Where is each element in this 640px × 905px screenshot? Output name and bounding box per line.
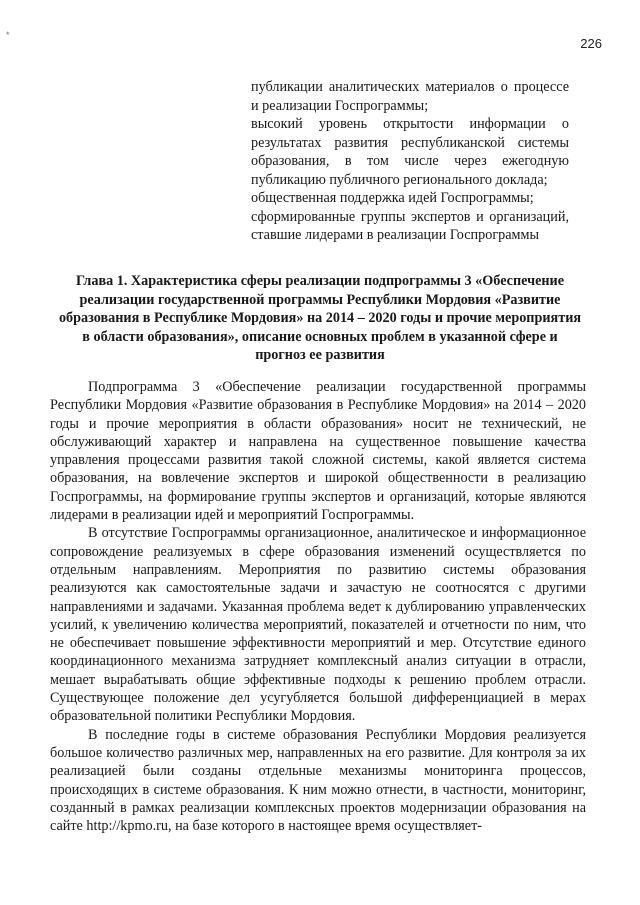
body-paragraph: Подпрограмма 3 «Обеспечение реализации государственной программы Республики Мордовия «Развитие образования в Республике Мордовия» на 2014 – 2020 годы и прочие мероприятия в области образования» носит не технический, не обслуживающий характер и направлена на существенное повышение качества управления процессами развития такой сложной системы, какой является система образования, на вовлечение экспертов и широкой общественности в реализацию Госпрограммы, на формирование группы экспертов и организаций, которые являются лидерами в реализации идей и мероприятий Госпрограммы. bbox=[50, 379, 586, 524]
continuation-list bbox=[251, 78, 569, 245]
scan-corner-mark: * bbox=[6, 30, 10, 40]
body-paragraph: В последние годы в системе образования Республики Мордовия реализуется большое количество различных мер, направленных на его развитие. Для контроля за их реализацией были созданы отдельные механизмы мониторинга процессов, происходящих в системе образования. К ним можно отнести, в частности, мониторинг, созданный в рамках реализации комплексных проектов модернизации образования на сайте http://kpmo.ru, на базе которого в настоящее время осуществляет- bbox=[50, 726, 586, 835]
body-paragraph: В отсутствие Госпрограммы организационное, аналитическое и информационное сопровождение реализуемых в сфере образования изменений осуществляется по отдельным направлениям. Мероприятия по развитию системы образования реализуются как самостоятельные задачи и зачастую не соотносятся с другими направлениями и задачами. Указанная проблема ведет к дублированию управленческих усилий, к увеличению количества мероприятий, показателей и отчетности по ним, что не обеспечивает повышение эффективности мероприятий и мер. Отсутствие единого координационного механизма затрудняет комплексный анализ ситуации в отрасли, мешает вырабатывать общие эффективные подходы к решению проблем отрасли. Существующее положение дел усугубляется большой дифференциацией в мерах образовательной политики Республики Мордовия. bbox=[50, 525, 586, 725]
continuation-item: сформированные группы экспертов и организаций, ставшие лидерами в реализации Госпрограммы bbox=[251, 208, 569, 243]
continuation-item: публикации аналитических материалов о процессе и реализации Госпрограммы; bbox=[251, 79, 569, 114]
body-text bbox=[50, 378, 586, 835]
chapter-heading: Глава 1. Характеристика сферы реализации подпрограммы 3 «Обеспечение реализации государственной программы Республики Мордовия «Развитие образования в Республике Мордовия» на 2014 – 2020 годы и прочие мероприятия в области образования», описание основных проблем в указанной сфере и прогноз ее развития bbox=[58, 273, 582, 363]
continuation-item: общественная поддержка идей Госпрограммы; bbox=[251, 190, 534, 206]
continuation-item: высокий уровень открытости информации о результатах развития республиканской системы образования, в том числе через ежегодную публикацию публичного регионального доклада; bbox=[251, 116, 569, 188]
page-number: 226 bbox=[580, 36, 602, 51]
